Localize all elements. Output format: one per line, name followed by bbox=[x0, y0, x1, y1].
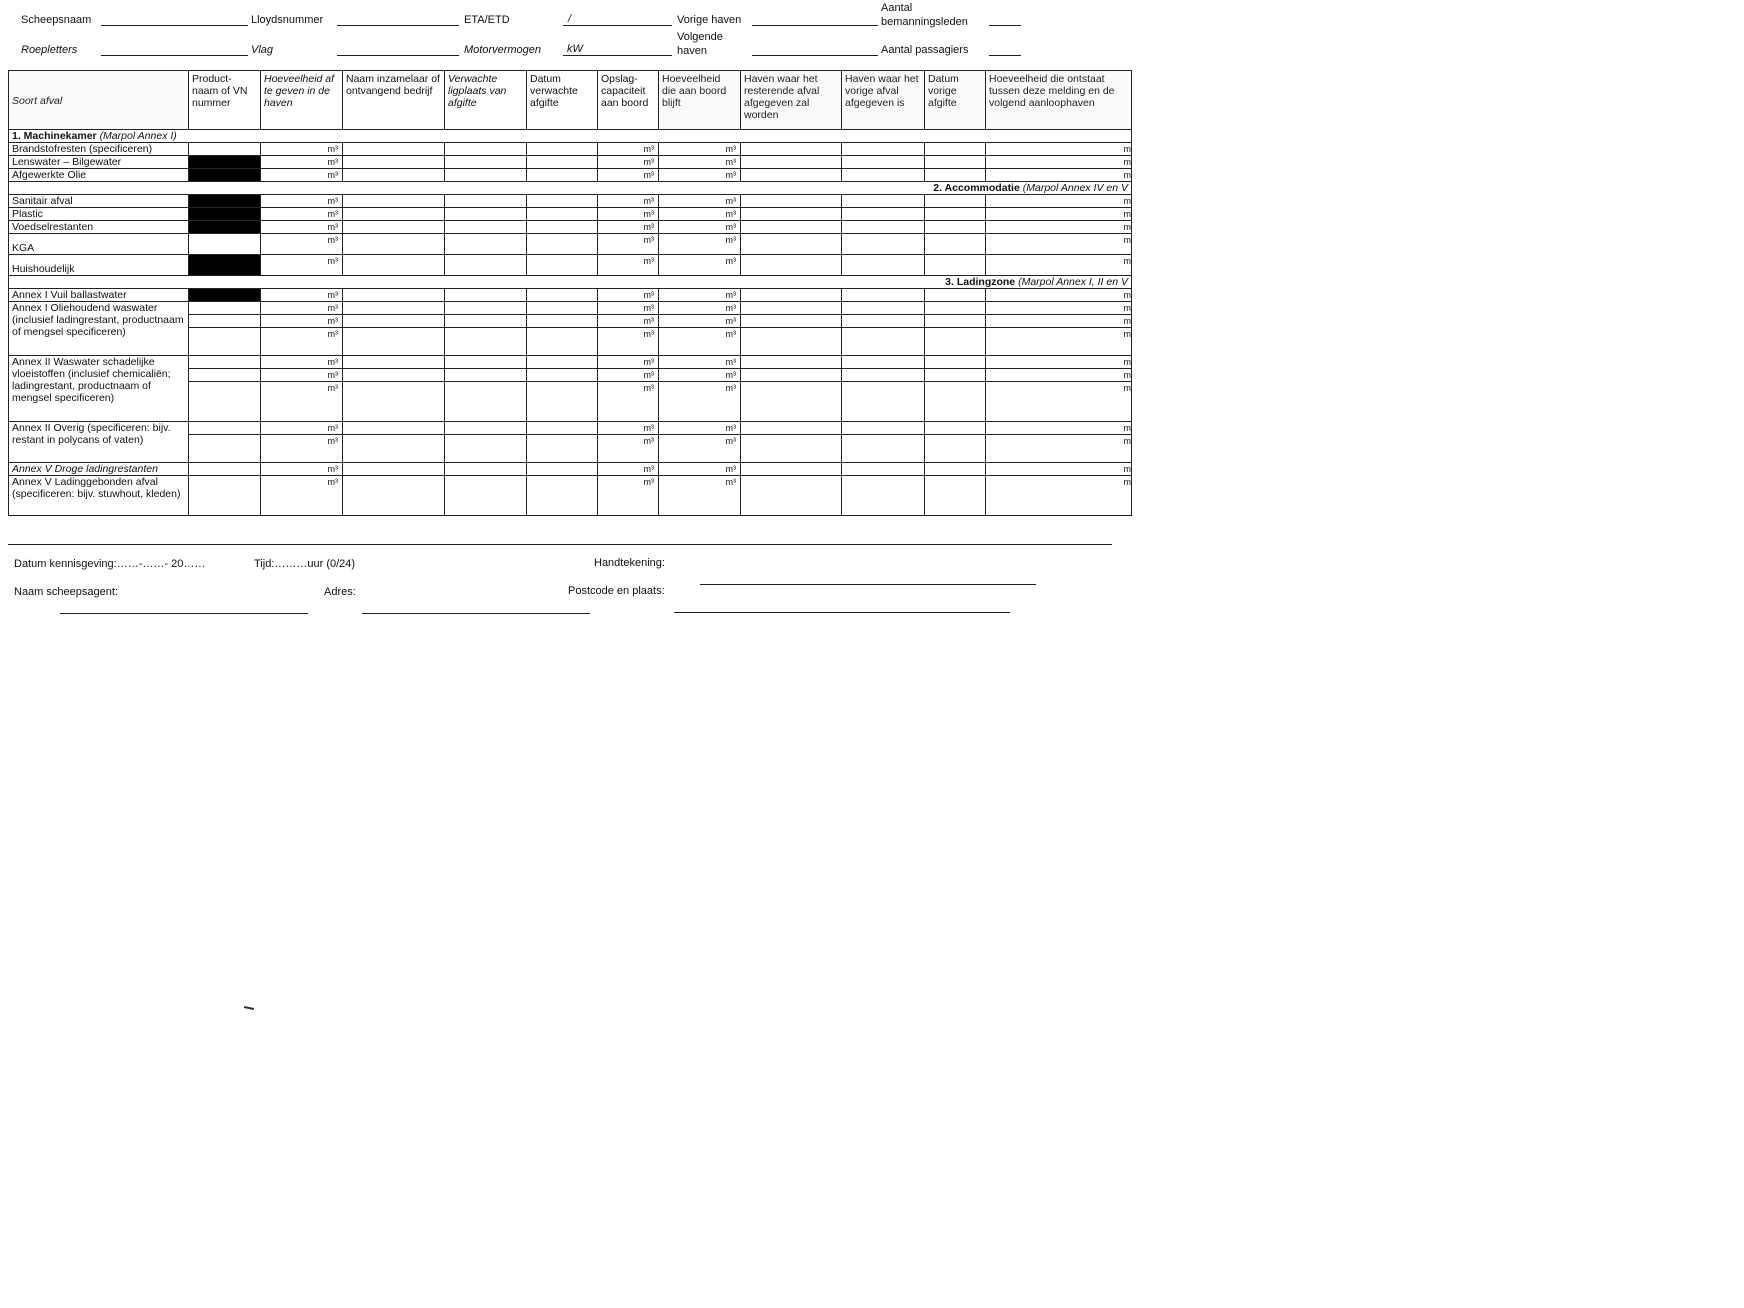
cell-input[interactable] bbox=[343, 143, 445, 156]
row-label: Annex I Oliehoudend waswater (inclusief ladingrestant, productnaam of mengsel specificeren) bbox=[9, 302, 189, 356]
section-row-cargo-zone bbox=[9, 276, 1132, 289]
ship-name-label: Scheepsnaam bbox=[21, 14, 92, 26]
table-row bbox=[9, 156, 1132, 169]
cell-input[interactable] bbox=[842, 156, 925, 169]
cell-input[interactable] bbox=[842, 435, 925, 463]
cell-input[interactable] bbox=[189, 143, 261, 156]
col-header-collector: Naam inzamelaar of ontvangend bedrijf bbox=[343, 71, 445, 130]
unit-cell[interactable]: m³ bbox=[598, 315, 659, 328]
cell-input[interactable] bbox=[343, 369, 445, 382]
cell-input[interactable] bbox=[189, 315, 261, 328]
cell-input[interactable] bbox=[343, 356, 445, 369]
unit-cell[interactable]: m³ bbox=[261, 315, 343, 328]
cell-input[interactable] bbox=[343, 422, 445, 435]
row-label: Plastic bbox=[9, 208, 189, 221]
waste-table bbox=[8, 70, 1132, 516]
section-row-accommodation bbox=[9, 182, 1132, 195]
cell-input[interactable] bbox=[741, 143, 842, 156]
unit-cell[interactable]: m³ bbox=[261, 208, 343, 221]
cell-input[interactable] bbox=[925, 143, 986, 156]
unit-cell[interactable]: m³ bbox=[598, 476, 659, 516]
unit-cell[interactable]: m³ bbox=[261, 289, 343, 302]
unit-cell[interactable]: m³ bbox=[659, 422, 741, 435]
unit-cell[interactable]: m bbox=[986, 463, 1132, 476]
col-header-berth: Verwachte ligplaats van afgifte bbox=[445, 71, 527, 130]
unit-cell[interactable]: m³ bbox=[598, 422, 659, 435]
table-row bbox=[9, 195, 1132, 208]
unit-cell[interactable]: m bbox=[986, 315, 1132, 328]
cell-input[interactable] bbox=[445, 435, 527, 463]
cell-input[interactable] bbox=[527, 356, 598, 369]
cell-input[interactable] bbox=[445, 476, 527, 516]
cell-input[interactable] bbox=[925, 156, 986, 169]
lloyds-number-label: Lloydsnummer bbox=[251, 14, 324, 26]
notice-date-label: Datum kennisgeving:……-……- 20…… bbox=[14, 558, 206, 570]
unit-cell[interactable]: m bbox=[986, 422, 1132, 435]
unit-cell[interactable]: m³ bbox=[598, 369, 659, 382]
cell-input[interactable] bbox=[527, 255, 598, 276]
cell-input[interactable] bbox=[842, 208, 925, 221]
unit-cell[interactable]: m bbox=[986, 369, 1132, 382]
cell-input[interactable] bbox=[842, 328, 925, 356]
cell-input[interactable] bbox=[189, 435, 261, 463]
cell-input[interactable] bbox=[445, 356, 527, 369]
cell-input[interactable] bbox=[741, 289, 842, 302]
cell-input[interactable] bbox=[343, 255, 445, 276]
row-label: Sanitair afval bbox=[9, 195, 189, 208]
unit-cell[interactable]: m³ bbox=[598, 463, 659, 476]
cell-input[interactable] bbox=[741, 195, 842, 208]
table-row bbox=[9, 356, 1132, 369]
table-row bbox=[9, 169, 1132, 182]
section-title-cargo-zone: 3. Ladingzone (Marpol Annex I, II en V bbox=[9, 276, 1132, 289]
col-header-storage-capacity: Opslag-capaciteit aan boord bbox=[598, 71, 659, 130]
ship-name-field[interactable] bbox=[101, 25, 248, 26]
unit-cell[interactable]: m³ bbox=[261, 195, 343, 208]
unit-cell[interactable]: m³ bbox=[659, 356, 741, 369]
unit-cell[interactable]: m³ bbox=[261, 234, 343, 255]
unit-cell[interactable]: m³ bbox=[598, 255, 659, 276]
cell-input[interactable] bbox=[842, 315, 925, 328]
postcode-city-field[interactable] bbox=[674, 612, 1010, 613]
cell-input[interactable] bbox=[189, 382, 261, 422]
cell-input[interactable] bbox=[842, 221, 925, 234]
table-row bbox=[9, 208, 1132, 221]
unit-cell[interactable]: m bbox=[986, 289, 1132, 302]
unit-cell[interactable]: m³ bbox=[598, 156, 659, 169]
unit-cell[interactable]: m³ bbox=[659, 255, 741, 276]
unit-cell[interactable]: m³ bbox=[261, 328, 343, 356]
footer-rule bbox=[8, 544, 1112, 545]
lloyds-number-field[interactable] bbox=[337, 25, 459, 26]
cell-input[interactable] bbox=[741, 221, 842, 234]
unit-cell[interactable]: m bbox=[986, 356, 1132, 369]
flag-label: Vlag bbox=[251, 44, 274, 56]
row-label: Annex V Ladinggebonden afval (specificeren: bijv. stuwhout, kleden) bbox=[9, 476, 189, 516]
cell-input[interactable] bbox=[842, 302, 925, 315]
cell-input[interactable] bbox=[527, 422, 598, 435]
table-row bbox=[9, 143, 1132, 156]
cell-input[interactable] bbox=[925, 221, 986, 234]
table-row bbox=[9, 289, 1132, 302]
cell-input[interactable] bbox=[925, 315, 986, 328]
unit-cell[interactable]: m³ bbox=[261, 422, 343, 435]
cell-input[interactable] bbox=[527, 169, 598, 182]
cell-input[interactable] bbox=[527, 143, 598, 156]
cell-input[interactable] bbox=[925, 328, 986, 356]
unit-cell[interactable]: m bbox=[986, 208, 1132, 221]
table-row bbox=[9, 463, 1132, 476]
address-field[interactable] bbox=[362, 613, 590, 614]
cell-input[interactable] bbox=[741, 356, 842, 369]
row-label: Annex II Waswater schadelijke vloeistoffen (inclusief chemicaliën; ladingrestant, productnaam of mengsel specificeren) bbox=[9, 356, 189, 422]
cell-input[interactable] bbox=[445, 156, 527, 169]
cell-input[interactable] bbox=[343, 435, 445, 463]
cell-input[interactable] bbox=[925, 234, 986, 255]
next-port-field[interactable] bbox=[752, 55, 878, 56]
cell-input[interactable] bbox=[445, 208, 527, 221]
cell-input[interactable] bbox=[741, 369, 842, 382]
unit-cell[interactable]: m bbox=[986, 221, 1132, 234]
unit-cell[interactable]: m³ bbox=[598, 143, 659, 156]
unit-cell[interactable]: m³ bbox=[261, 143, 343, 156]
cell-input[interactable] bbox=[343, 476, 445, 516]
cell-input[interactable] bbox=[925, 208, 986, 221]
unit-cell[interactable]: m³ bbox=[261, 382, 343, 422]
unit-cell[interactable]: m³ bbox=[659, 195, 741, 208]
cell-input[interactable] bbox=[189, 234, 261, 255]
unit-cell[interactable]: m³ bbox=[261, 463, 343, 476]
cell-input[interactable] bbox=[741, 463, 842, 476]
cell-input[interactable] bbox=[445, 422, 527, 435]
unit-cell[interactable]: m³ bbox=[261, 476, 343, 516]
cell-input[interactable] bbox=[445, 289, 527, 302]
row-label: Annex I Vuil ballastwater bbox=[9, 289, 189, 302]
cell-input[interactable] bbox=[741, 315, 842, 328]
cell-input[interactable] bbox=[925, 289, 986, 302]
time-label: Tijd:………uur (0/24) bbox=[254, 558, 356, 570]
cell-input[interactable] bbox=[445, 143, 527, 156]
cell-input[interactable] bbox=[842, 382, 925, 422]
row-label: Annex V Droge ladingrestanten bbox=[9, 463, 189, 476]
cell-input[interactable] bbox=[445, 382, 527, 422]
cell-input[interactable] bbox=[189, 422, 261, 435]
unit-cell[interactable]: m³ bbox=[659, 221, 741, 234]
unit-cell[interactable]: m³ bbox=[598, 195, 659, 208]
unit-cell[interactable]: m³ bbox=[598, 328, 659, 356]
cell-input[interactable] bbox=[343, 302, 445, 315]
eta-etd-separator: / bbox=[568, 13, 572, 25]
cell-input[interactable] bbox=[343, 328, 445, 356]
cell-input[interactable] bbox=[925, 255, 986, 276]
cell-input[interactable] bbox=[445, 195, 527, 208]
cell-input[interactable] bbox=[343, 208, 445, 221]
unit-cell[interactable]: m³ bbox=[659, 435, 741, 463]
blocked-cell bbox=[189, 156, 261, 169]
cell-input[interactable] bbox=[527, 289, 598, 302]
cell-input[interactable] bbox=[445, 169, 527, 182]
cell-input[interactable] bbox=[925, 302, 986, 315]
cell-input[interactable] bbox=[527, 463, 598, 476]
col-header-waste-type: Soort afval bbox=[9, 71, 189, 130]
cell-input[interactable] bbox=[445, 369, 527, 382]
eta-etd-field[interactable] bbox=[563, 25, 672, 26]
previous-port-label: Vorige haven bbox=[677, 14, 742, 26]
cell-input[interactable] bbox=[445, 315, 527, 328]
col-header-delivery-date: Datum verwachte afgifte bbox=[527, 71, 598, 130]
cell-input[interactable] bbox=[741, 382, 842, 422]
passengers-label: Aantal passagiers bbox=[881, 44, 969, 56]
unit-cell[interactable]: m³ bbox=[659, 369, 741, 382]
unit-cell[interactable]: m³ bbox=[598, 356, 659, 369]
flag-field[interactable] bbox=[337, 55, 459, 56]
cell-input[interactable] bbox=[343, 169, 445, 182]
unit-cell[interactable]: m bbox=[986, 328, 1132, 356]
signature-field[interactable] bbox=[700, 584, 1036, 585]
unit-cell[interactable]: m bbox=[986, 476, 1132, 516]
cell-input[interactable] bbox=[527, 315, 598, 328]
unit-cell[interactable]: m³ bbox=[659, 315, 741, 328]
cell-input[interactable] bbox=[527, 382, 598, 422]
signature-label: Handtekening: bbox=[594, 557, 665, 569]
cell-input[interactable] bbox=[527, 208, 598, 221]
unit-cell[interactable]: m³ bbox=[261, 302, 343, 315]
col-header-prev-delivery-port: Haven waar het vorige afval afgegeven is bbox=[842, 71, 925, 130]
cell-input[interactable] bbox=[527, 476, 598, 516]
cell-input[interactable] bbox=[445, 328, 527, 356]
row-label: Annex II Overig (specificeren: bijv. restant in polycans of vaten) bbox=[9, 422, 189, 463]
cell-input[interactable] bbox=[842, 195, 925, 208]
cell-input[interactable] bbox=[741, 328, 842, 356]
col-header-qty-deliver: Hoeveelheid af te geven in de haven bbox=[261, 71, 343, 130]
cell-input[interactable] bbox=[741, 476, 842, 516]
section-row-engine-room bbox=[9, 130, 1132, 143]
unit-cell[interactable]: m³ bbox=[659, 156, 741, 169]
crew-count-label: Aantal bemanningsleden bbox=[881, 2, 968, 28]
cell-input[interactable] bbox=[189, 463, 261, 476]
unit-cell[interactable]: m³ bbox=[261, 356, 343, 369]
cell-input[interactable] bbox=[925, 369, 986, 382]
cell-input[interactable] bbox=[527, 369, 598, 382]
unit-cell[interactable]: m³ bbox=[261, 221, 343, 234]
cell-input[interactable] bbox=[741, 255, 842, 276]
cell-input[interactable] bbox=[741, 156, 842, 169]
cell-input[interactable] bbox=[343, 195, 445, 208]
unit-cell[interactable]: m³ bbox=[659, 328, 741, 356]
engine-power-field[interactable] bbox=[563, 55, 672, 56]
unit-cell[interactable]: m bbox=[986, 156, 1132, 169]
cell-input[interactable] bbox=[343, 382, 445, 422]
unit-cell[interactable]: m³ bbox=[598, 302, 659, 315]
cell-input[interactable] bbox=[925, 463, 986, 476]
table-row bbox=[9, 302, 1132, 315]
cell-input[interactable] bbox=[925, 422, 986, 435]
agent-name-field[interactable] bbox=[60, 613, 308, 614]
cell-input[interactable] bbox=[925, 356, 986, 369]
blocked-cell bbox=[189, 169, 261, 182]
cell-input[interactable] bbox=[842, 255, 925, 276]
unit-cell[interactable]: m³ bbox=[598, 234, 659, 255]
cell-input[interactable] bbox=[189, 328, 261, 356]
cell-input[interactable] bbox=[445, 302, 527, 315]
cell-input[interactable] bbox=[189, 476, 261, 516]
unit-cell[interactable]: m³ bbox=[659, 143, 741, 156]
cell-input[interactable] bbox=[842, 169, 925, 182]
address-label: Adres: bbox=[324, 586, 356, 598]
engine-power-label: Motorvermogen bbox=[464, 44, 542, 56]
section-title-engine-room: 1. Machinekamer (Marpol Annex I) bbox=[9, 130, 1132, 143]
table-row bbox=[9, 476, 1132, 516]
eta-etd-label: ETA/ETD bbox=[464, 14, 510, 26]
postcode-city-label: Postcode en plaats: bbox=[568, 585, 665, 597]
table-row bbox=[9, 422, 1132, 435]
cell-input[interactable] bbox=[842, 234, 925, 255]
section-title-accommodation: 2. Accommodatie (Marpol Annex IV en V bbox=[9, 182, 1132, 195]
cell-input[interactable] bbox=[189, 356, 261, 369]
unit-cell[interactable]: m³ bbox=[598, 289, 659, 302]
unit-cell[interactable]: m³ bbox=[598, 221, 659, 234]
engine-power-unit: kW bbox=[567, 43, 583, 55]
cell-input[interactable] bbox=[445, 221, 527, 234]
unit-cell[interactable]: m³ bbox=[261, 255, 343, 276]
unit-cell[interactable]: m bbox=[986, 234, 1132, 255]
blocked-cell bbox=[189, 195, 261, 208]
cell-input[interactable] bbox=[842, 476, 925, 516]
cell-input[interactable] bbox=[842, 289, 925, 302]
blocked-cell bbox=[189, 255, 261, 276]
cell-input[interactable] bbox=[343, 463, 445, 476]
blocked-cell bbox=[189, 208, 261, 221]
unit-cell[interactable]: m³ bbox=[261, 435, 343, 463]
blocked-cell bbox=[189, 221, 261, 234]
stray-mark bbox=[244, 1006, 254, 1010]
cell-input[interactable] bbox=[343, 289, 445, 302]
unit-cell[interactable]: m³ bbox=[261, 169, 343, 182]
call-sign-label: Roepletters bbox=[21, 44, 78, 56]
call-sign-field[interactable] bbox=[101, 55, 248, 56]
previous-port-field[interactable] bbox=[752, 25, 878, 26]
unit-cell[interactable]: m bbox=[986, 143, 1132, 156]
cell-input[interactable] bbox=[527, 221, 598, 234]
cell-input[interactable] bbox=[925, 169, 986, 182]
table-row bbox=[9, 255, 1132, 276]
unit-cell[interactable]: m³ bbox=[261, 156, 343, 169]
row-label: Voedselrestanten bbox=[9, 221, 189, 234]
unit-cell[interactable]: m³ bbox=[261, 369, 343, 382]
col-header-product-name: Product-naam of VN nummer bbox=[189, 71, 261, 130]
cell-input[interactable] bbox=[741, 169, 842, 182]
unit-cell[interactable]: m³ bbox=[659, 463, 741, 476]
cell-input[interactable] bbox=[842, 369, 925, 382]
cell-input[interactable] bbox=[527, 328, 598, 356]
unit-cell[interactable]: m bbox=[986, 382, 1132, 422]
agent-name-label: Naam scheepsagent: bbox=[14, 586, 118, 598]
unit-cell[interactable]: m³ bbox=[598, 169, 659, 182]
table-header-row bbox=[9, 71, 1132, 130]
unit-cell[interactable]: m³ bbox=[659, 289, 741, 302]
unit-cell[interactable]: m³ bbox=[659, 208, 741, 221]
row-label: Brandstofresten (specificeren) bbox=[9, 143, 189, 156]
unit-cell[interactable]: m³ bbox=[598, 382, 659, 422]
unit-cell[interactable]: m³ bbox=[598, 435, 659, 463]
cell-input[interactable] bbox=[741, 435, 842, 463]
next-port-label: Volgende haven bbox=[677, 31, 723, 57]
unit-cell[interactable]: m bbox=[986, 169, 1132, 182]
cell-input[interactable] bbox=[527, 435, 598, 463]
cell-input[interactable] bbox=[741, 208, 842, 221]
col-header-next-delivery-port: Haven waar het resterende afval afgegeven zal worden bbox=[741, 71, 842, 130]
cell-input[interactable] bbox=[741, 302, 842, 315]
cell-input[interactable] bbox=[343, 221, 445, 234]
cell-input[interactable] bbox=[189, 369, 261, 382]
cell-input[interactable] bbox=[527, 195, 598, 208]
cell-input[interactable] bbox=[842, 356, 925, 369]
unit-cell[interactable]: m bbox=[986, 435, 1132, 463]
blocked-cell bbox=[189, 289, 261, 302]
row-label: Lenswater – Bilgewater bbox=[9, 156, 189, 169]
cell-input[interactable] bbox=[527, 302, 598, 315]
cell-input[interactable] bbox=[445, 234, 527, 255]
unit-cell[interactable]: m³ bbox=[659, 476, 741, 516]
table-row bbox=[9, 234, 1132, 255]
unit-cell[interactable]: m bbox=[986, 255, 1132, 276]
unit-cell[interactable]: m bbox=[986, 195, 1132, 208]
unit-cell[interactable]: m³ bbox=[659, 302, 741, 315]
cell-input[interactable] bbox=[925, 382, 986, 422]
waste-table-wrapper bbox=[8, 70, 1131, 516]
crew-count-field[interactable] bbox=[989, 25, 1021, 26]
unit-cell[interactable]: m³ bbox=[659, 382, 741, 422]
table-row bbox=[9, 221, 1132, 234]
row-label: Afgewerkte Olie bbox=[9, 169, 189, 182]
cell-input[interactable] bbox=[343, 315, 445, 328]
cell-input[interactable] bbox=[842, 463, 925, 476]
col-header-qty-retained: Hoeveelheid die aan boord blijft bbox=[659, 71, 741, 130]
cell-input[interactable] bbox=[741, 234, 842, 255]
cell-input[interactable] bbox=[527, 156, 598, 169]
cell-input[interactable] bbox=[445, 463, 527, 476]
passengers-field[interactable] bbox=[989, 55, 1021, 56]
col-header-qty-generated: Hoeveelheid die ontstaat tussen deze melding en de volgend aanloophaven bbox=[986, 71, 1132, 130]
cell-input[interactable] bbox=[445, 255, 527, 276]
cell-input[interactable] bbox=[343, 234, 445, 255]
cell-input[interactable] bbox=[842, 143, 925, 156]
cell-input[interactable] bbox=[925, 476, 986, 516]
cell-input[interactable] bbox=[189, 302, 261, 315]
unit-cell[interactable]: m³ bbox=[659, 169, 741, 182]
unit-cell[interactable]: m³ bbox=[659, 234, 741, 255]
row-label: Huishoudelijk bbox=[9, 255, 189, 276]
cell-input[interactable] bbox=[343, 156, 445, 169]
cell-input[interactable] bbox=[741, 422, 842, 435]
cell-input[interactable] bbox=[925, 435, 986, 463]
cell-input[interactable] bbox=[527, 234, 598, 255]
unit-cell[interactable]: m bbox=[986, 302, 1132, 315]
cell-input[interactable] bbox=[842, 422, 925, 435]
col-header-prev-delivery-date: Datum vorige afgifte bbox=[925, 71, 986, 130]
cell-input[interactable] bbox=[925, 195, 986, 208]
row-label: KGA bbox=[9, 234, 189, 255]
unit-cell[interactable]: m³ bbox=[598, 208, 659, 221]
